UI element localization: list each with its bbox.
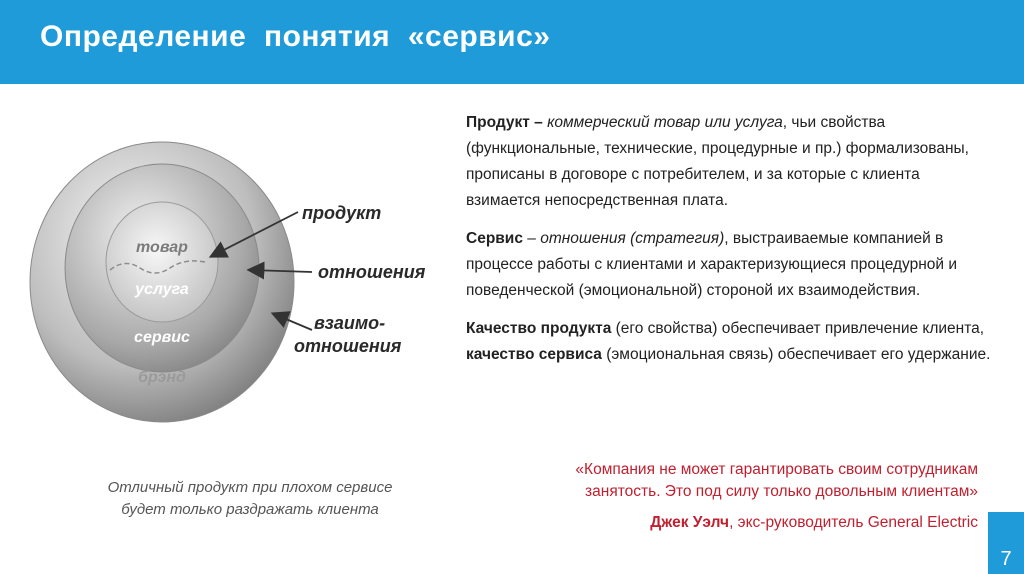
definition-service: [466, 226, 996, 304]
term-service: Сервис: [466, 230, 523, 247]
term-service-quality: качество сервиса: [466, 346, 602, 363]
header-bar: [0, 0, 1024, 84]
ring-label-service: сервис: [134, 329, 190, 346]
definition-product-text: , чьи свойства (функциональные, технические, процедурные и пр.) формализованы, прописаны в договоре с потребителем, и за которые с клиента взимается непосредственная плата.: [466, 114, 969, 209]
ring-label-brand: брэнд: [138, 369, 186, 386]
quality-text-1: (его свойства) обеспечивает привлечение клиента,: [611, 320, 985, 337]
definition-service-text: , выстраиваемые компанией в процессе работы с клиентами и характеризующиеся процедурной и поведенческой (эмоциональной) стороной их взаимодействия.: [466, 230, 958, 299]
definitions-block: [466, 110, 996, 380]
diagram-caption: [70, 477, 430, 521]
diagram-caption-line1: Отличный продукт при плохом сервисе: [107, 479, 393, 496]
page-title: Определение понятия «сервис»: [40, 20, 551, 53]
diagram-caption-line2: будет только раздражать клиента: [121, 501, 379, 518]
quality-text-2: (эмоциональная связь) обеспечивает его удержание.: [601, 346, 991, 363]
dash-service: –: [522, 230, 541, 247]
quote-line1: «Компания не может гарантировать своим сотрудникам: [575, 461, 978, 478]
definition-product-italic: коммерческий товар или услуга: [547, 114, 783, 131]
quote-author: [470, 514, 978, 532]
ring-label-goods: товар: [136, 239, 188, 256]
callout-relations: отношения: [318, 262, 426, 282]
definition-service-italic: отношения (стратегия): [540, 230, 725, 247]
ring-label-service-product: услуга: [135, 281, 189, 298]
author-name: Джек Уэлч: [650, 514, 730, 531]
service-rings-diagram: [0, 84, 460, 464]
definition-product: [466, 110, 996, 214]
page-number: 7: [1000, 548, 1012, 570]
author-role: , экс-руководитель General Electric: [729, 514, 978, 531]
term-product: Продукт: [466, 114, 530, 131]
quote-line2: занятость. Это под силу только довольным клиентам»: [585, 483, 978, 500]
callout-interrelations-line2: отношения: [294, 336, 402, 356]
quality-statement: [466, 316, 996, 368]
quote-block: [470, 459, 978, 503]
callout-product: продукт: [302, 203, 382, 223]
term-product-quality: Качество продукта: [466, 320, 612, 337]
dash-product: –: [529, 114, 548, 131]
callout-interrelations-line1: взаимо-: [314, 313, 386, 333]
